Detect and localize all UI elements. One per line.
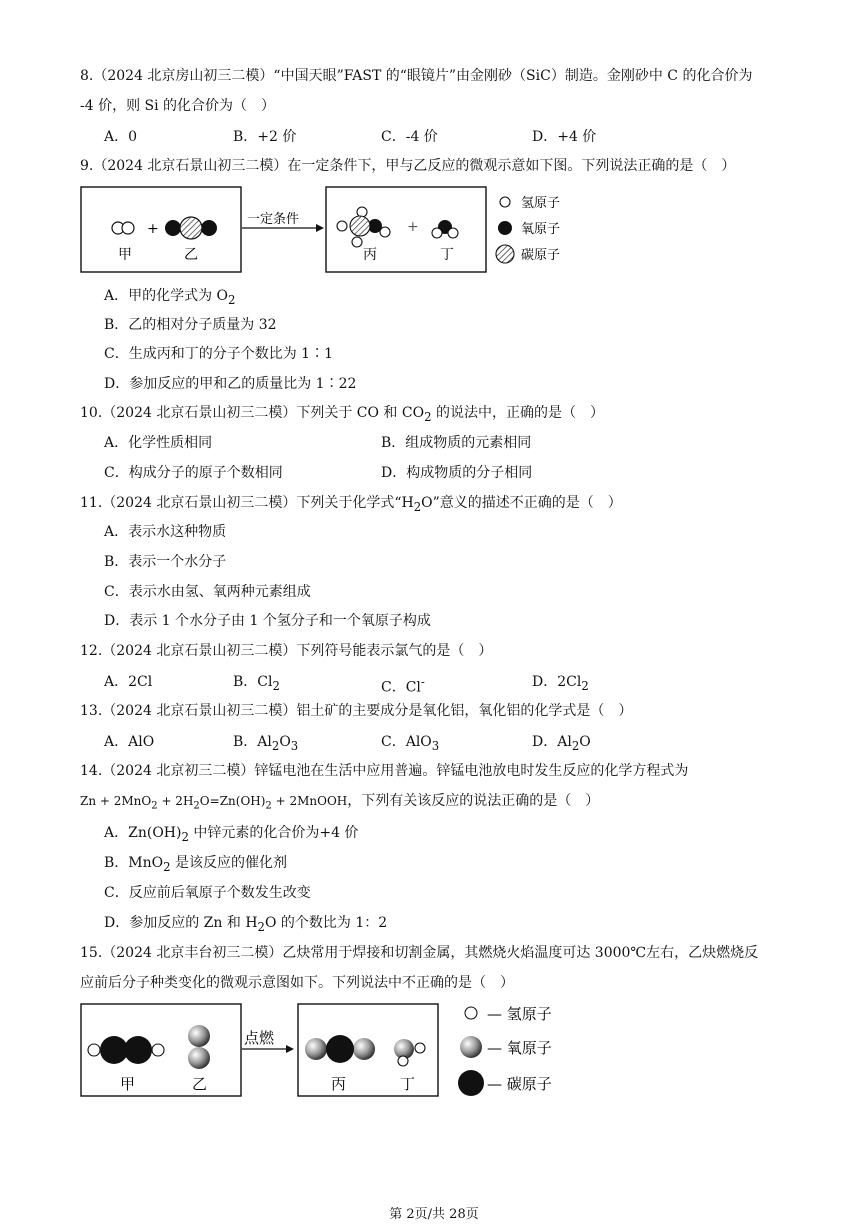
q13-option-a: A．AlO (104, 734, 155, 750)
q11-stem: 11.（2024 北京石景山初三二模）下列关于化学式“$H_2O$”意义的描述不正确的是（ ） (80, 495, 622, 514)
q15-molecule-bing (305, 1035, 375, 1063)
q11-option-b: B．表示一个水分子 (104, 554, 227, 570)
q9-arrow-label: 一定条件 (247, 212, 300, 227)
q15-legend-hydrogen: — 氢原子 (487, 1005, 552, 1023)
q9-legend-hydrogen: 氢原子 (521, 196, 561, 211)
q15-molecule-jia (88, 1036, 164, 1064)
q11-option-a: A．表示水这种物质 (104, 524, 227, 540)
q15-molecule-yi (188, 1025, 210, 1069)
q9-option-d: D．参加反应的甲和乙的质量比为 1∶22 (104, 376, 357, 392)
q12-option-c: C．Cl- (381, 675, 425, 696)
q9-label-yi: 乙 (184, 247, 198, 263)
q14-option-c: C．反应前后氧原子个数发生改变 (104, 885, 311, 901)
q15-label-bing: 丙 (331, 1075, 347, 1093)
page-footer: 第 2页/共 28页 (389, 1207, 479, 1222)
svg-text:+: + (147, 221, 159, 237)
q9-legend-oxygen: 氧原子 (521, 222, 561, 237)
q9-label-bing: 丙 (363, 247, 377, 263)
q10-stem: 10.（2024 北京石景山初三二模）下列关于 CO 和 $CO_2$ 的说法中，正确的是（ ） (80, 405, 604, 424)
q14-stem: 14.（2024 北京初三二模）锌锰电池在生活中应用普遍。锌锰电池放电时发生反应的化学方程式为 (80, 763, 689, 779)
q11-option-d: D．表示 1 个水分子由 1 个氢分子和一个氧原子构成 (104, 613, 431, 629)
q8-option-a: A．0 (104, 129, 138, 145)
q14-equation: $Zn + 2MnO_2 + 2H_2O=Zn(OH)_2$ + 2MnOOH (80, 794, 348, 812)
q9-stem: 9.（2024 北京石景山初三二模）在一定条件下，甲与乙反应的微观示意如下图。下列说法正确的是（ ） (80, 158, 736, 174)
q12-stem: 12.（2024 北京石景山初三二模）下列符号能表示氯气的是（ ） (80, 643, 493, 659)
q14-option-d: D．参加反应的 Zn 和 $H_2O$ 的个数比为 1：2 (104, 915, 388, 934)
q15-legend-oxygen: — 氧原子 (487, 1039, 552, 1057)
q15-label-yi: 乙 (192, 1075, 208, 1093)
q14-option-b: B．MnO$_2$ 是该反应的催化剂 (104, 855, 287, 874)
q15-arrow-label: 点燃 (244, 1029, 275, 1047)
q9-option-c: C．生成丙和丁的分子个数比为 1∶1 (104, 346, 333, 362)
q9-molecule-ding (432, 220, 458, 238)
q15-label-ding: 丁 (400, 1075, 416, 1093)
q15-stem-line2: 应前后分子种类变化的微观示意图如下。下列说法中不正确的是（ ） (80, 975, 514, 991)
q8-stem-line1: 8.（2024 北京房山初三二模）“中国天眼”FAST 的“眼镜片”由金刚砂（SiC）制造。金刚砂中 C 的化合价为 (80, 68, 753, 84)
q13-option-d: D．$Al_2O$ (532, 734, 591, 753)
q8-stem-line2: -4 价，则 Si 的化合价为（ ） (80, 98, 276, 114)
q12-option-d: D．$2Cl_2$ (532, 674, 589, 693)
q9-option-a: A．甲的化学式为 $O_2$ (104, 288, 236, 307)
q13-option-b: B．$Al_2O_3$ (233, 734, 299, 753)
q15-legend-carbon: — 碳原子 (487, 1075, 552, 1093)
q9-label-ding: 丁 (440, 247, 454, 263)
q10-option-d: D．构成物质的分子相同 (381, 465, 533, 481)
q10-option-b: B．组成物质的元素相同 (381, 435, 532, 451)
q8-option-d: D．+4 价 (532, 129, 597, 145)
q13-option-c: C．AlO$_3$ (381, 734, 440, 753)
svg-text:+: + (407, 219, 419, 235)
q15-label-jia: 甲 (120, 1075, 136, 1093)
q9-molecule-jia (112, 222, 134, 234)
q15-stem-line1: 15.（2024 北京丰台初三二模）乙炔常用于焊接和切割金属，其燃烧火焰温度可达 3000℃左右，乙炔燃烧反 (80, 945, 759, 961)
q11-option-c: C．表示水由氢、氧两种元素组成 (104, 584, 311, 600)
q9-reaction-diagram (80, 186, 580, 276)
q10-option-a: A．化学性质相同 (104, 435, 213, 451)
q12-option-b: B．$Cl_2$ (233, 674, 280, 693)
q13-stem: 13.（2024 北京石景山初三二模）铝土矿的主要成分是氧化铝，氧化铝的化学式是（ ） (80, 703, 633, 719)
q14-option-a: A．$Zn(OH)_2$ 中锌元素的化合价为+4 价 (104, 825, 359, 844)
q10-option-c: C．构成分子的原子个数相同 (104, 465, 283, 481)
q9-label-jia: 甲 (118, 247, 132, 263)
q9-molecule-bing (337, 207, 390, 247)
q14-equation-line: $Zn + 2MnO_2 + 2H_2O=Zn(OH)_2$ + 2MnOOH，下列有关该反应的说法正确的是（ ） (80, 793, 600, 812)
q9-option-b: B．乙的相对分子质量为 32 (104, 317, 277, 333)
q9-legend-carbon: 碳原子 (521, 248, 561, 263)
q12-option-a: A．2Cl (104, 674, 153, 690)
q9-molecule-yi (165, 217, 217, 239)
q8-option-b: B．+2 价 (233, 129, 297, 145)
q8-option-c: C．-4 价 (381, 129, 438, 145)
q15-molecule-ding (394, 1039, 425, 1066)
q15-reaction-diagram (80, 1001, 600, 1101)
